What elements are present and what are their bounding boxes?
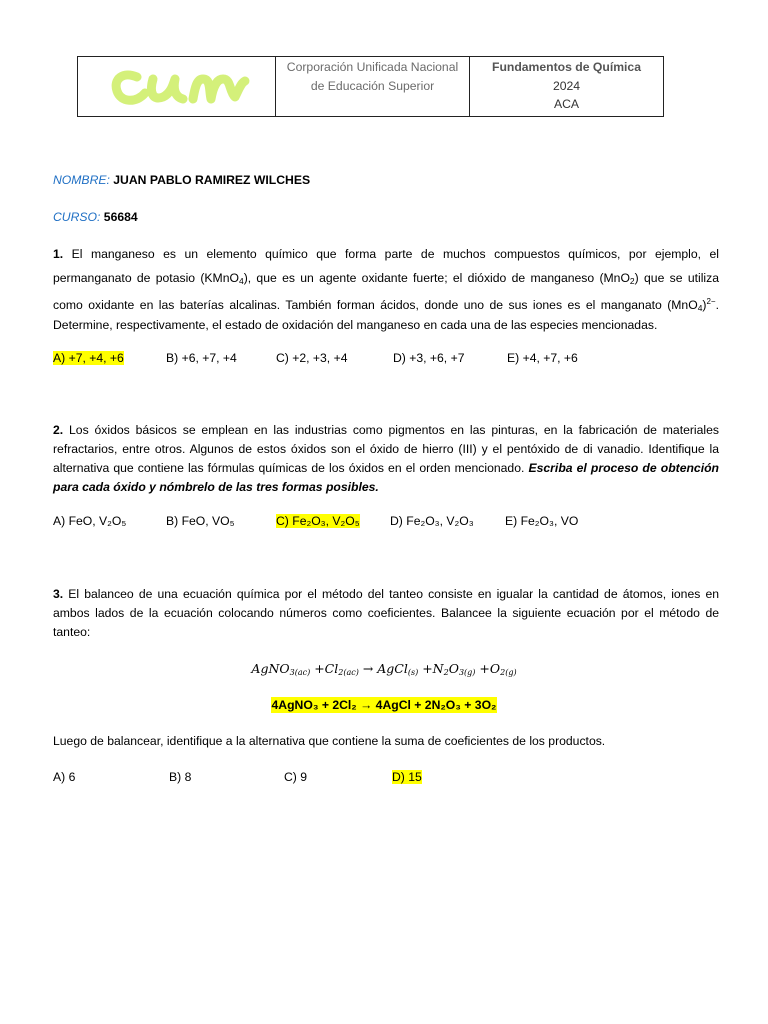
question-3 [53, 585, 719, 642]
q1-option-e[interactable]: E) +4, +7, +6 [507, 351, 578, 365]
q2-option-c[interactable]: C) Fe₂O₃, V₂O₅ [276, 514, 360, 528]
name-value: JUAN PABLO RAMIREZ WILCHES [113, 173, 311, 187]
q1-option-a[interactable]: A) +7, +4, +6 [53, 351, 124, 365]
q3-balanced-equation [0, 698, 768, 712]
q3-line-2: ambos lados de la ecuación colocando números como coeficientes. Balancee la siguiente ecuación por el método de [53, 606, 719, 620]
student-course-row [53, 210, 138, 224]
q2-line-4: para cada óxido y nómbrelo de las tres formas posibles. [53, 480, 379, 494]
q2-line-2: refractarios, entre otros. Algunos de estos óxidos son el óxido de hierro (III) y el pentóxido de di vanadio. Identifique la [53, 442, 719, 456]
course-code: ACA [553, 97, 580, 111]
q3-option-a[interactable]: A) 6 [53, 770, 76, 784]
question-1 [53, 243, 719, 337]
q1-line-3: como oxidante en las baterías alcalinas. También forman ácidos, donde uno de sus iones es el manganato $(MnO_4)^{2-}$. [53, 297, 719, 314]
q1-option-d[interactable]: D) +3, +6, +7 [393, 351, 465, 365]
cun-logo [79, 57, 275, 113]
q3-option-c[interactable]: C) 9 [284, 770, 308, 784]
q2-option-d[interactable]: D) Fe₂O₃, V₂O₃ [390, 514, 474, 528]
q1-option-b[interactable]: B) +6, +7, +4 [166, 351, 237, 365]
q2-option-e[interactable]: E) Fe₂O₃, VO [505, 514, 579, 528]
q3-equation: AgNO$_{3(ac)}$ $+Cl_{2(ac)}$ → AgCl$_{(s)}$ $+N_2O_{3(g)} +O_{2(g)}$ [251, 661, 517, 677]
q1-line-2: permanganato de potasio (KMnO$_4$), que es un agente oxidante fuerte; el dióxido de manganeso (MnO$_2$) que se utiliza [53, 270, 719, 286]
q1-option-c[interactable]: C) +2, +3, +4 [276, 351, 348, 365]
q3-line-3: tanteo: [53, 625, 91, 639]
student-name-row [53, 173, 310, 187]
q2-option-b[interactable]: B) FeO, VO₅ [166, 514, 235, 528]
course-cell [470, 57, 664, 117]
q1-line-4: Determine, respectivamente, el estado de oxidación del manganeso en cada una de las especies mencionadas. [53, 317, 658, 332]
q1-line-1: 1. El manganeso es un elemento químico que forma parte de muchos compuestos químicos, por ejemplo, el [53, 247, 720, 261]
q3-option-b[interactable]: B) 8 [169, 770, 192, 784]
question-2 [53, 421, 719, 497]
q3-followup: Luego de balancear, identifique a la alternativa que contiene la suma de coeficientes de los productos. [53, 734, 606, 748]
name-label: NOMBRE: [53, 173, 110, 187]
course-label: CURSO: [53, 210, 101, 224]
institution-line2: de Educación Superior [310, 79, 435, 93]
q2-line-3: alternativa que contiene las fórmulas químicas de los óxidos en el orden mencionado. Escriba el proceso de obtención [53, 461, 719, 475]
header-table [77, 56, 664, 117]
q3-line-1: 3. El balanceo de una ecuación química por el método del tanteo consiste en igualar la cantidad de átomos, iones en [53, 587, 719, 601]
q3-option-d[interactable]: D) 15 [392, 770, 422, 784]
logo-cell [78, 57, 276, 117]
course-year: 2024 [552, 78, 581, 93]
balanced-equation-text: 4AgNO₃ + 2Cl₂ → 4AgCl + 2N₂O₃ + 3O₂ [271, 698, 497, 712]
institution-line1: Corporación Unificada Nacional [286, 60, 459, 74]
course-value: 56684 [103, 210, 138, 224]
institution-cell [276, 57, 470, 117]
course-title: Fundamentos de Química [492, 60, 641, 74]
q2-line-1: 2. Los óxidos básicos se emplean en las industrias como pigmentos en las pinturas, en la fabricación de materiales [53, 423, 719, 437]
q2-option-a[interactable]: A) FeO, V₂O₅ [53, 514, 127, 528]
